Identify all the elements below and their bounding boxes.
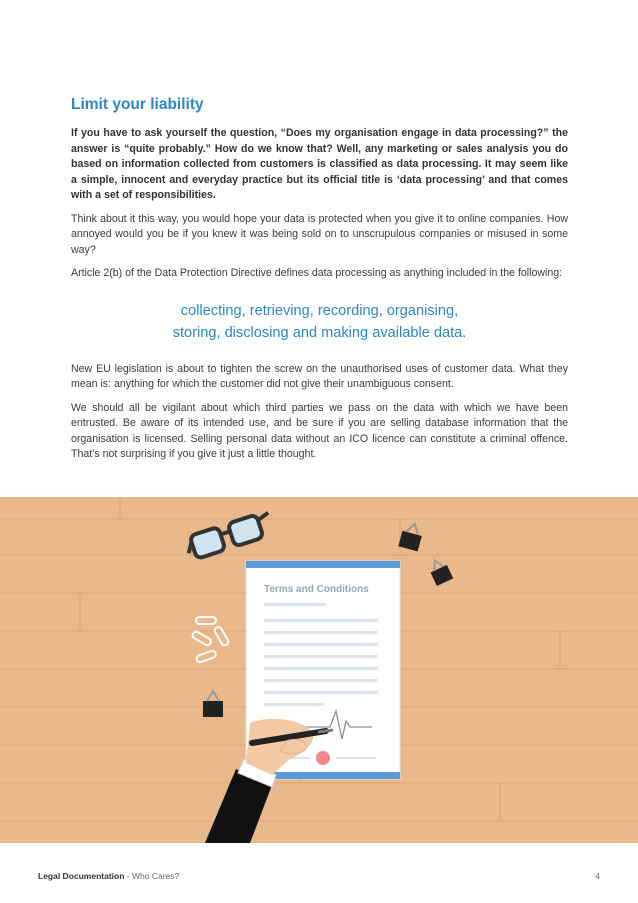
footer-doc-subtitle: - Who Cares?	[124, 871, 180, 881]
page-number: 4	[595, 871, 600, 881]
document-title: Terms and Conditions	[264, 584, 369, 595]
article	[71, 96, 568, 471]
pull-quote-line-1: collecting, retrieving, recording, organising,	[180, 302, 459, 319]
desk-illustration	[0, 497, 638, 843]
paragraph-2: Think about it this way, you would hope your data is protected when you give it to online companies. How annoyed would you be if you knew it was being sold on to unscrupulous companies or misused in some way?	[71, 212, 568, 256]
footer-title	[38, 871, 179, 881]
seal-icon	[316, 751, 330, 765]
paragraph-3: Article 2(b) of the Data Protection Directive defines data processing as anything included in the following:	[71, 267, 563, 279]
lead-paragraph: If you have to ask yourself the question, “Does my organisation engage in data processing?” the answer is “quite probably.” How do we know that? Well, any marketing or sales analysis you do based on information collected from customers is classified as data processing. It may seem like a simple, innocent and everyday practice but its official title is ‘data processing’ and that comes with a set of responsibilities.	[71, 127, 568, 201]
paragraph-5: We should all be vigilant about which third parties we pass on the data with which we have been entrusted. Be aware of its intended use, and be sure if you are selling database information that the organisation is licensed. Selling personal data without an ICO licence can constitute a criminal offence. That’s not surprising if you give it just a little thought.	[71, 401, 568, 460]
paragraph-4: New EU legislation is about to tighten the screw on the unauthorised uses of customer data. What they mean is: anything for which the customer did not give their unambiguous consent.	[71, 362, 568, 390]
pull-quote	[71, 300, 568, 344]
pull-quote-line-2: storing, disclosing and making available data.	[172, 324, 467, 341]
section-heading: Limit your liability	[71, 96, 204, 113]
footer-doc-title: Legal Documentation	[38, 871, 125, 881]
